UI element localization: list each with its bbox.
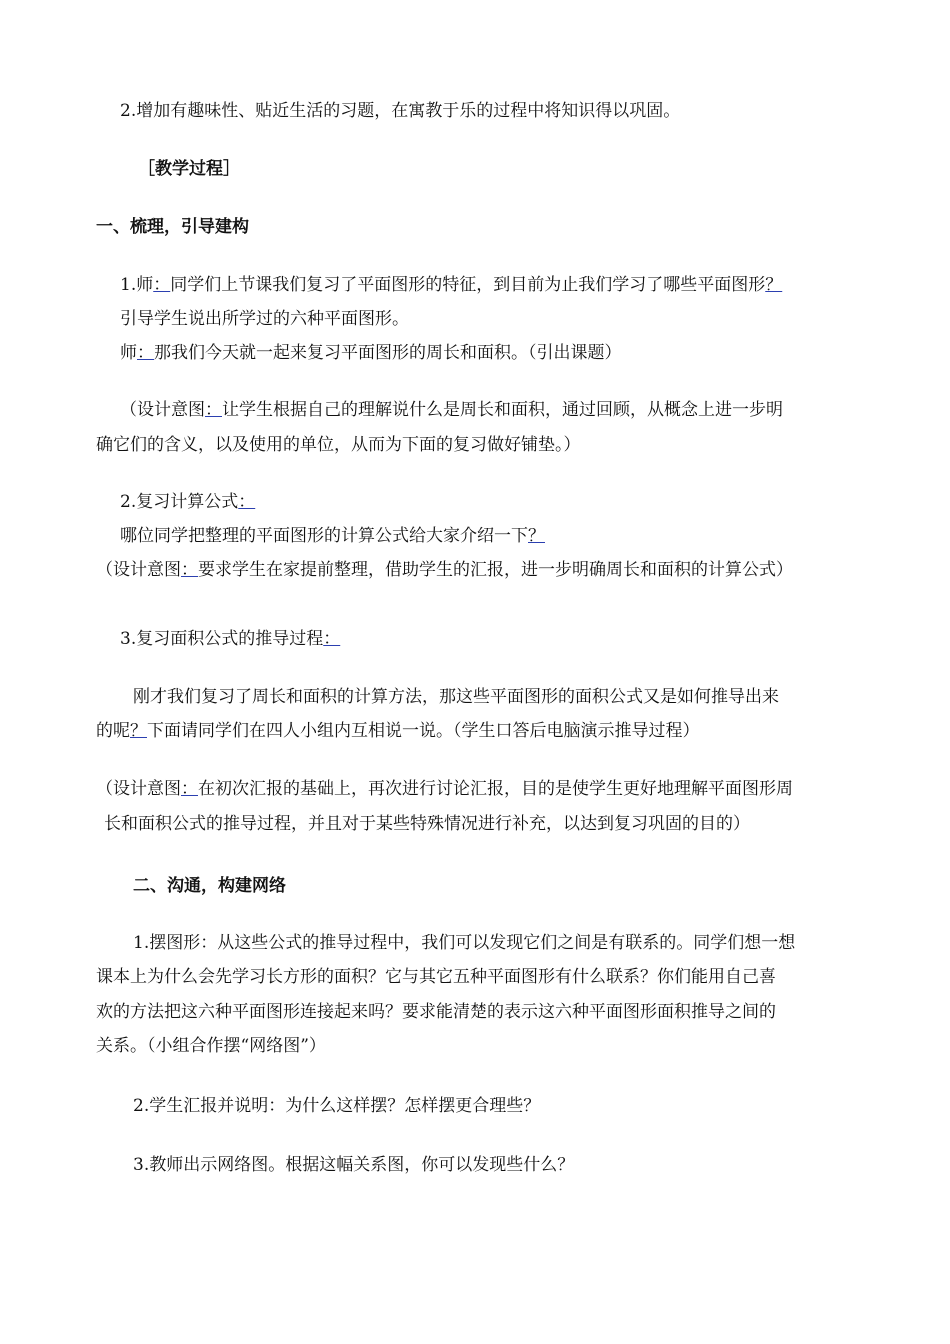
s1-item1-text: 同学们上节课我们复习了平面图形的特征，到目前为止我们学习了哪些平面图形 — [170, 275, 766, 295]
s1-intent3-colon: ： — [181, 779, 198, 799]
s1-item1-teacher-colon: ： — [137, 343, 154, 363]
s1-item3-para-line1: 刚才我们复习了周长和面积的计算方法，那这些平面图形的面积公式又是如何推导出来 — [133, 687, 779, 707]
s1-item2-intent-prefix: （设计意图 — [96, 560, 181, 580]
s1-item2-line3 — [96, 558, 793, 582]
s2-item2: 2.学生汇报并说明：为什么这样摆？怎样摆更合理些？ — [133, 1096, 541, 1116]
s2-item1-line1: 1.摆图形：从这些公式的推导过程中，我们可以发现它们之间是有联系的。同学们想一想 — [133, 933, 796, 953]
s1-item3-para-a: 的呢 — [96, 721, 130, 741]
s1-item3-para-line2 — [96, 719, 700, 743]
section1-heading: 一、梳理，引导建构 — [96, 217, 249, 237]
s1-item2-prefix: 2.复习计算公式 — [120, 492, 239, 512]
s2-item1-line3: 欢的方法把这六种平面图形连接起来吗？要求能清楚的表示这六种平面图形面积推导之间的 — [96, 1002, 776, 1022]
s1-item2-question-mark: ？ — [528, 526, 545, 546]
s1-item3-para-question: ？ — [130, 721, 147, 741]
s1-item2-intent-colon: ： — [181, 560, 198, 580]
s1-item3-para-b: 下面请同学们在四人小组内互相说一说。（学生口答后电脑演示推导过程） — [147, 721, 700, 741]
s1-intent3-text: 在初次汇报的基础上，再次进行讨论汇报，目的是使学生更好地理解平面图形周 — [198, 779, 793, 799]
intro-line: 2.增加有趣味性、贴近生活的习题，在寓教于乐的过程中将知识得以巩固。 — [120, 101, 681, 121]
s1-item2-colon: ： — [238, 492, 256, 512]
s2-item1-line4: 关系。（小组合作摆“网络图”） — [96, 1036, 326, 1056]
s1-intent1-line1 — [120, 398, 783, 422]
s1-item3-colon: ： — [323, 629, 341, 649]
s1-item1-prefix: 1.师 — [120, 275, 154, 295]
s1-item2-line2 — [120, 524, 545, 548]
s1-item1-question: ？ — [765, 275, 783, 295]
s2-item3: 3.教师出示网络图。根据这幅关系图，你可以发现些什么？ — [133, 1155, 575, 1175]
section2-heading: 二、沟通，构建网络 — [133, 876, 286, 896]
teaching-process-heading: ［教学过程］ — [138, 159, 240, 179]
s2-item1-line2: 课本上为什么会先学习长方形的面积？它与其它五种平面图形有什么联系？你们能用自己喜 — [96, 967, 776, 987]
s1-intent1-text: 让学生根据自己的理解说什么是周长和面积，通过回顾，从概念上进一步明 — [222, 400, 783, 420]
s1-item1-line3 — [120, 341, 622, 365]
s1-item2-line1 — [120, 490, 255, 514]
s1-item1-line2: 引导学生说出所学过的六种平面图形。 — [120, 309, 409, 329]
s1-intent3-line1 — [96, 777, 793, 801]
s1-item2-question-text: 哪位同学把整理的平面图形的计算公式给大家介绍一下 — [120, 526, 528, 546]
s1-item3-line1 — [120, 627, 340, 651]
s1-item1-teacher-text: 那我们今天就一起来复习平面图形的周长和面积。（引出课题） — [154, 343, 622, 363]
s1-intent3-line2: 长和面积公式的推导过程，并且对于某些特殊情况进行补充，以达到复习巩固的目的） — [104, 814, 750, 834]
s1-item1-teacher: 师 — [120, 343, 137, 363]
s1-intent1-prefix: （设计意图 — [120, 400, 205, 420]
s1-item1-colon: ： — [153, 275, 171, 295]
s1-item1-line1 — [120, 273, 782, 297]
s1-item3-prefix: 3.复习面积公式的推导过程 — [120, 629, 324, 649]
s1-intent1-line2: 确它们的含义，以及使用的单位，从而为下面的复习做好铺垫。） — [96, 435, 581, 455]
s1-item2-intent-text: 要求学生在家提前整理，借助学生的汇报，进一步明确周长和面积的计算公式） — [198, 560, 793, 580]
s1-intent1-colon: ： — [205, 400, 222, 420]
s1-intent3-prefix: （设计意图 — [96, 779, 181, 799]
